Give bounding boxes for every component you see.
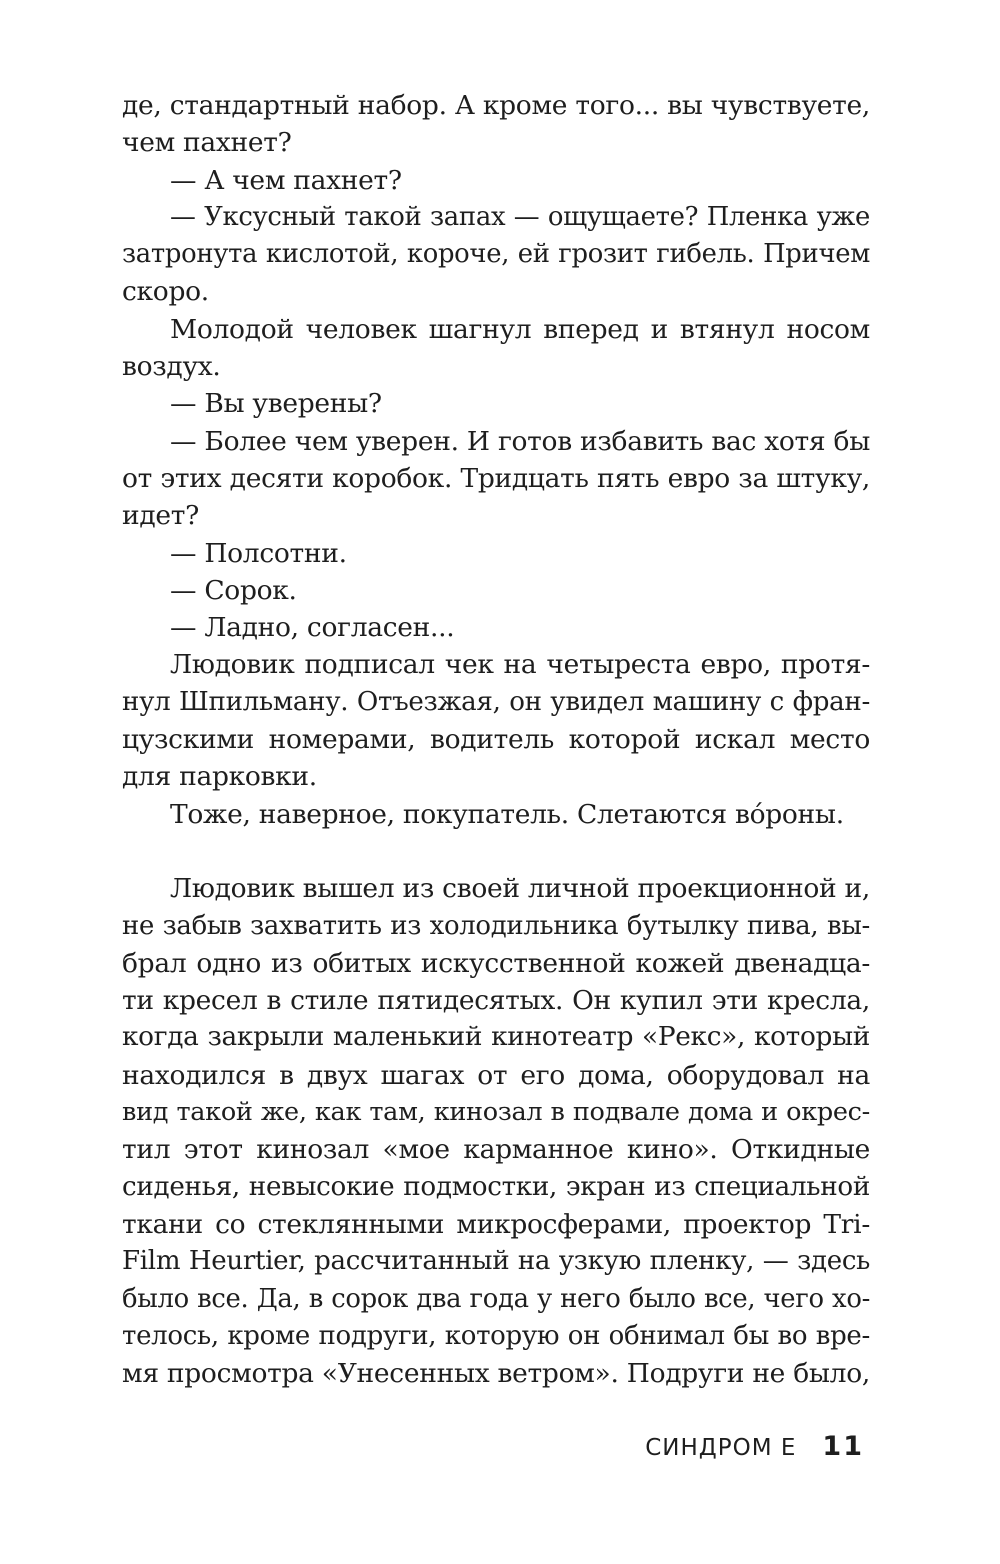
- text-line: Film Heurtier, рассчитанный на узкую пленку, — здесь: [122, 1246, 870, 1277]
- text-line: от этих десяти коробок. Тридцать пять евро за штуку,: [122, 462, 870, 494]
- page-number: 11: [822, 1431, 864, 1462]
- page-footer: [645, 1431, 864, 1471]
- text-line: Тоже, наверное, покупатель. Слетаются во́роны.: [170, 798, 844, 830]
- text-line: ткани со стеклянными микросферами, проектор Tri-: [122, 1208, 870, 1240]
- text-line: вид такой же, как там, кинозал в подвале дома и окрес-: [122, 1097, 870, 1128]
- text-line: — Более чем уверен. И готов избавить вас хотя бы: [170, 425, 870, 457]
- text-line: было все. Да, в сорок два года у него было все, чего хо-: [122, 1283, 870, 1314]
- section-break: [122, 833, 870, 870]
- running-title: СИНДРОМ Е: [645, 1435, 797, 1461]
- text-line: находился в двух шагах от его дома, оборудовал на: [122, 1059, 870, 1091]
- text-line: нул Шпильману. Отъезжая, он увидел машину с фран-: [122, 686, 870, 717]
- text-line: для парковки.: [122, 761, 317, 793]
- text-line: когда закрыли маленький кинотеатр «Рекс», который: [122, 1022, 870, 1053]
- text-line: — Сорок.: [170, 574, 297, 606]
- text-line: не забыв захватить из холодильника бутылку пива, вы-: [122, 910, 870, 941]
- text-line: сиденья, невысокие подмостки, экран из специальной: [122, 1171, 870, 1202]
- text-line: затронута кислотой, короче, ей грозит гибель. Причем: [122, 239, 870, 270]
- text-line: — А чем пахнет?: [170, 164, 402, 196]
- text-line: Молодой человек шагнул вперед и втянул носом: [170, 313, 870, 345]
- text-line: цузскими номерами, водитель которой искал место: [122, 724, 870, 756]
- text-line: Людовик подписал чек на четыреста евро, протя-: [170, 649, 870, 681]
- text-line: брал одно из обитых искусственной кожей двенадца-: [122, 947, 870, 979]
- text-line: идет?: [122, 500, 200, 532]
- text-line: Людовик вышел из своей личной проекционной и,: [170, 873, 870, 905]
- text-line: де, стандартный набор. А кроме того... вы чувствуете,: [122, 90, 870, 121]
- text-line: воздух.: [122, 351, 221, 383]
- text-line: телось, кроме подруги, которую он обнимал бы во вре-: [122, 1320, 870, 1351]
- text-line: — Уксусный такой запах — ощущаете? Пленка уже: [170, 201, 870, 232]
- text-line: тил этот кинозал «мое карманное кино». Откидные: [122, 1134, 870, 1166]
- text-line: — Вы уверены?: [170, 388, 382, 420]
- text-line: мя просмотра «Унесенных ветром». Подруги не было,: [122, 1358, 870, 1390]
- body-text: [122, 87, 870, 1392]
- text-line: ти кресел в стиле пятидесятых. Он купил эти кресла,: [122, 985, 870, 1017]
- text-line: скоро.: [122, 276, 209, 308]
- text-line: чем пахнет?: [122, 127, 292, 159]
- text-line: — Полсотни.: [170, 537, 347, 569]
- text-line: — Ладно, согласен...: [170, 612, 455, 644]
